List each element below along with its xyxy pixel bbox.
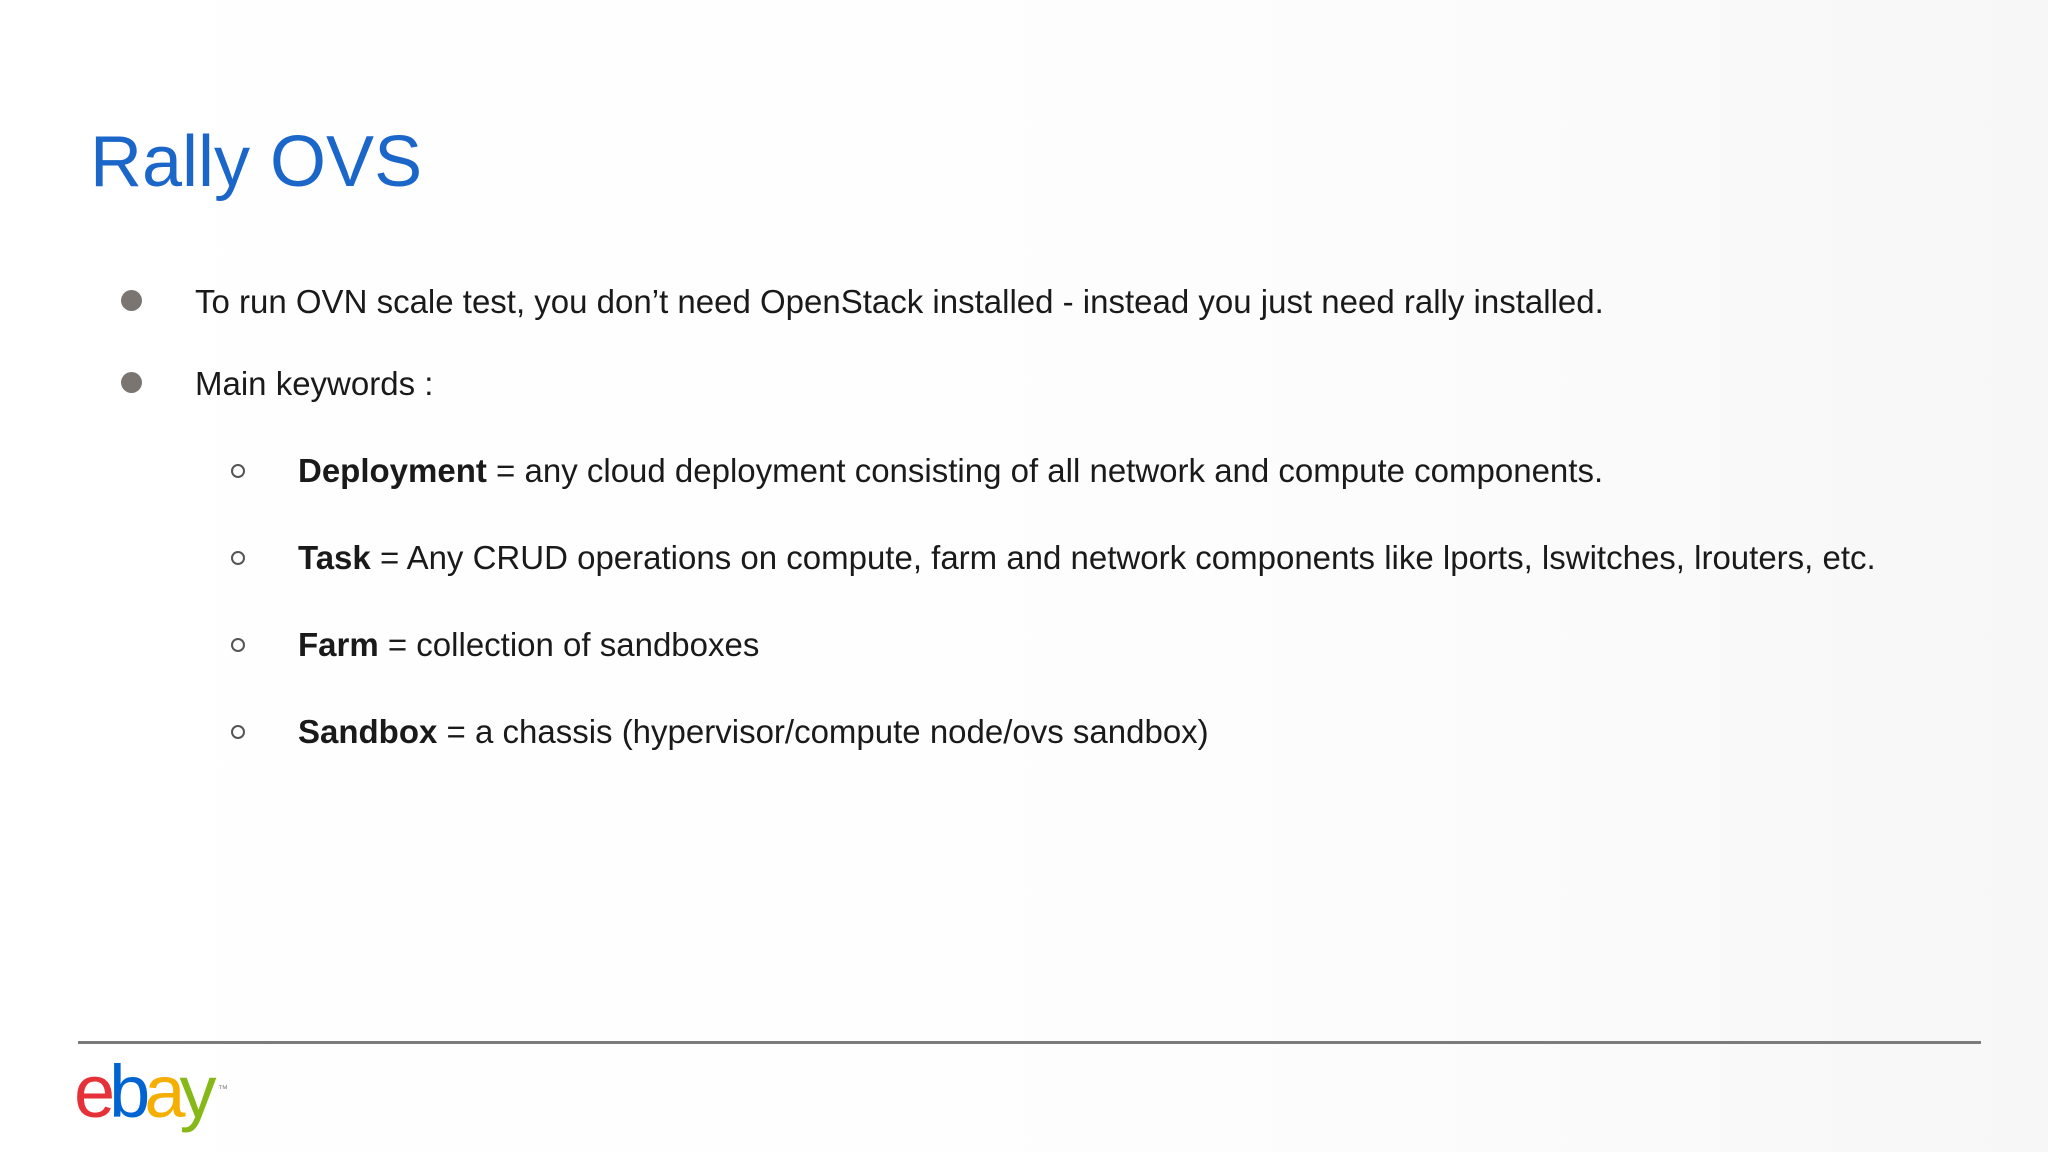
- keyword-label: Task: [298, 539, 371, 576]
- bullet-text: Main keywords :: [195, 365, 434, 402]
- logo-letter-y: y: [179, 1050, 211, 1133]
- bullet-dot-icon: [121, 290, 142, 311]
- trademark-mark: ™: [218, 1084, 228, 1095]
- bullet-circle-icon: [231, 725, 245, 739]
- bullet-text: To run OVN scale test, you don’t need OpenStack installed - instead you just need rally installed.: [195, 283, 1604, 320]
- keyword-definition: = collection of sandboxes: [378, 626, 760, 663]
- footer-divider: [78, 1041, 1981, 1044]
- sub-bullet-text: [298, 712, 1209, 752]
- logo-letter-a: a: [144, 1050, 180, 1133]
- bullet-circle-icon: [231, 551, 245, 565]
- bullet-circle-icon: [231, 638, 245, 652]
- keyword-label: Deployment: [298, 452, 487, 489]
- sub-bullet-text: [298, 451, 1603, 491]
- sub-bullet-text: [298, 538, 1876, 578]
- keyword-definition: = a chassis (hypervisor/compute node/ovs sandbox): [437, 713, 1209, 750]
- keyword-label: Farm: [298, 626, 379, 663]
- ebay-logo: [74, 1052, 210, 1132]
- slide-title: Rally OVS: [90, 122, 423, 202]
- keyword-definition: = Any CRUD operations on compute, farm and network components like lports, lswitches, lrouters, etc.: [370, 539, 1876, 576]
- logo-letter-b: b: [109, 1050, 145, 1133]
- bullet-dot-icon: [121, 372, 142, 393]
- logo-letter-e: e: [74, 1050, 110, 1133]
- keyword-definition: = any cloud deployment consisting of all network and compute components.: [486, 452, 1604, 489]
- keyword-label: Sandbox: [298, 713, 438, 750]
- sub-bullet-text: [298, 625, 759, 665]
- bullet-circle-icon: [231, 464, 245, 478]
